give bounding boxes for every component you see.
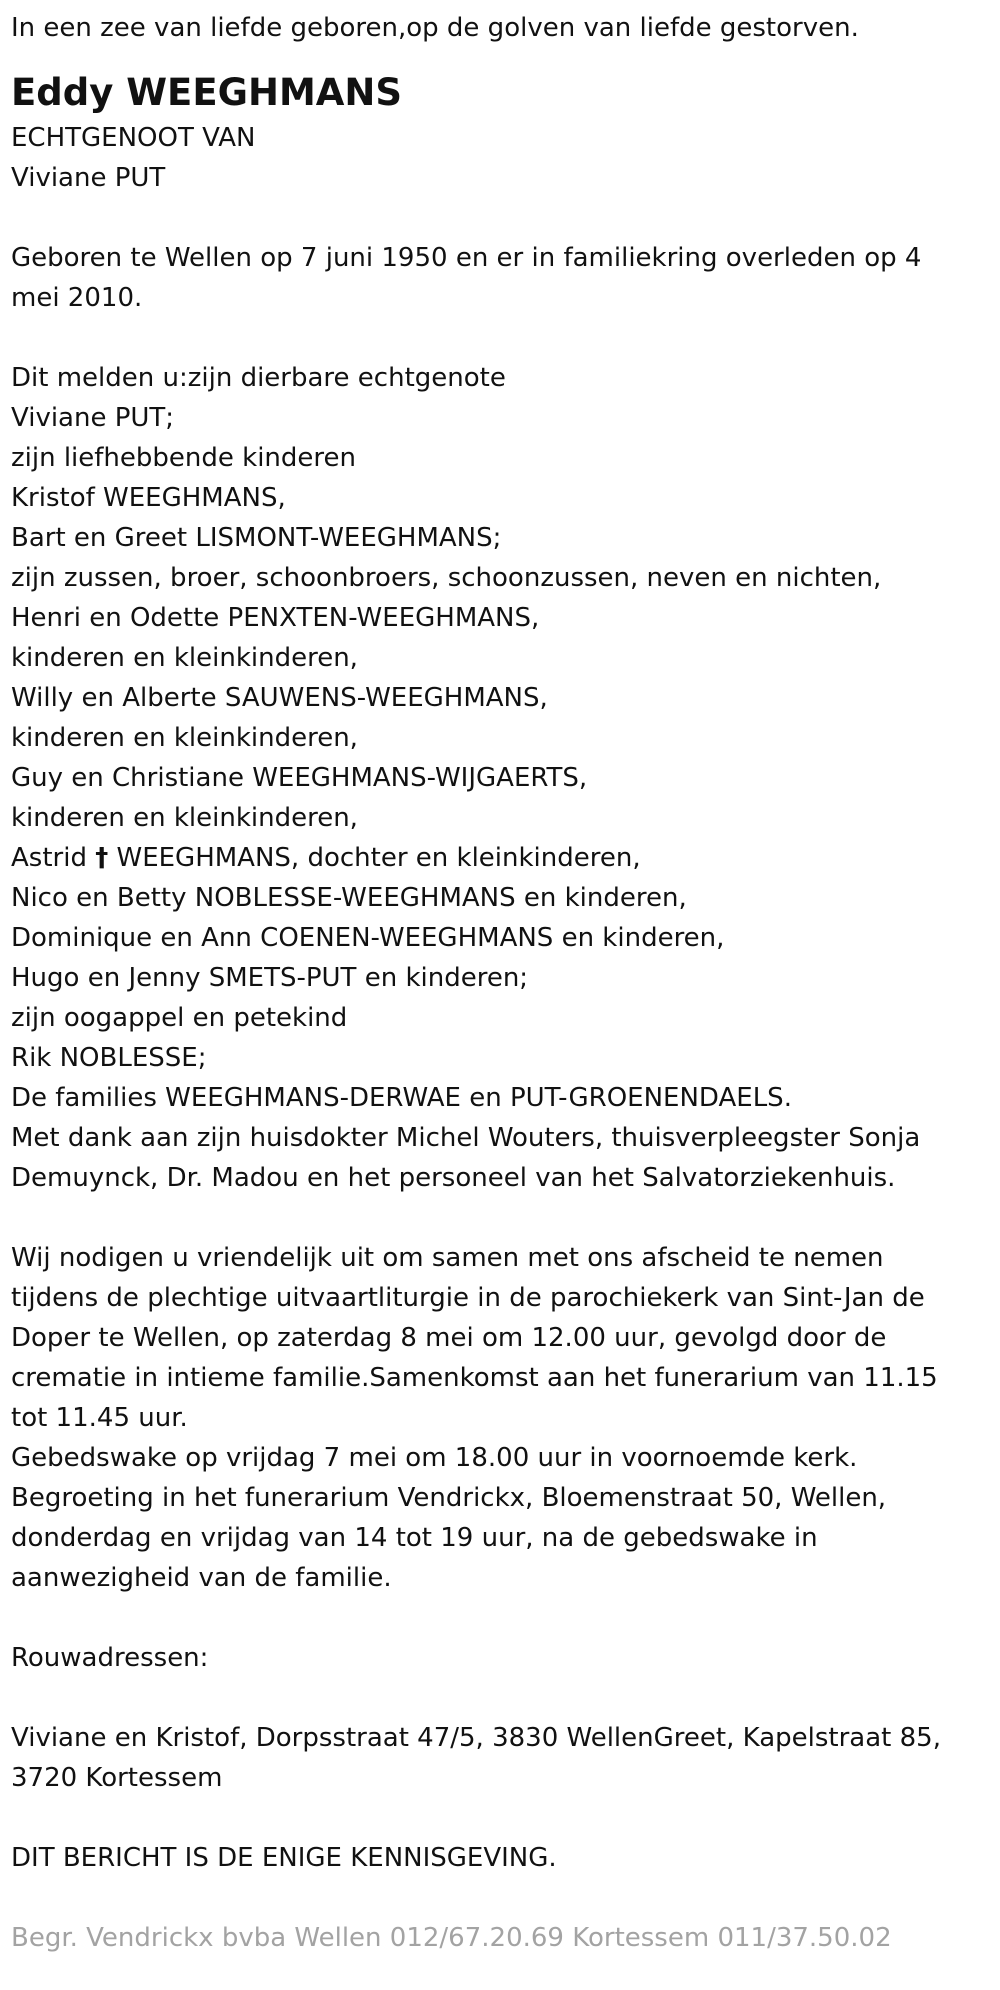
family-line-astrid bbox=[11, 838, 1000, 878]
birth-death-text: Geboren te Wellen op 7 juni 1950 en er in familiekring overleden op 4 mei 2010. bbox=[11, 243, 922, 313]
spacer bbox=[11, 318, 1000, 358]
family-line: Kristof WEEGHMANS, bbox=[11, 483, 286, 513]
spacer bbox=[11, 1798, 1000, 1838]
family-line: Nico en Betty NOBLESSE-WEEGHMANS en kinderen, bbox=[11, 883, 687, 913]
astrid-name: Astrid bbox=[11, 843, 87, 873]
greeting-text: Begroeting in het funerarium Vendrickx, Bloemenstraat 50, Wellen, donderdag en vrijdag van 14 tot 19 uur, na de gebedswake in aanwezigheid van de familie. bbox=[11, 1483, 887, 1593]
family-list bbox=[11, 358, 1000, 1118]
deceased-name: Eddy WEEGHMANS bbox=[11, 71, 403, 114]
spacer bbox=[11, 1198, 1000, 1238]
family-line: kinderen en kleinkinderen, bbox=[11, 803, 358, 833]
wake-text: Gebedswake op vrijdag 7 mei om 18.00 uur in voornoemde kerk. bbox=[11, 1443, 858, 1473]
addresses-label: Rouwadressen: bbox=[11, 1643, 209, 1673]
family-line: kinderen en kleinkinderen, bbox=[11, 643, 358, 673]
footer-text: Begr. Vendrickx bvba Wellen 012/67.20.69 Kortessem 011/37.50.02 bbox=[11, 1923, 892, 1953]
cross-icon: † bbox=[95, 843, 109, 873]
spouse-name: Viviane PUT bbox=[11, 163, 166, 193]
astrid-rest: WEEGHMANS, dochter en kleinkinderen, bbox=[116, 843, 641, 873]
family-line: zijn zussen, broer, schoonbroers, schoonzussen, neven en nichten, bbox=[11, 563, 882, 593]
spacer bbox=[11, 198, 1000, 238]
addresses-text: Viviane en Kristof, Dorpsstraat 47/5, 3830 WellenGreet, Kapelstraat 85, 3720 Kortessem bbox=[11, 1723, 941, 1793]
family-line: Viviane PUT; bbox=[11, 403, 175, 433]
family-line: zijn oogappel en petekind bbox=[11, 1003, 348, 1033]
motto: In een zee van liefde geboren,op de golven van liefde gestorven. bbox=[11, 13, 859, 43]
family-line: kinderen en kleinkinderen, bbox=[11, 723, 358, 753]
family-line: De families WEEGHMANS-DERWAE en PUT-GROENENDAELS. bbox=[11, 1083, 792, 1113]
spacer bbox=[11, 1598, 1000, 1638]
spacer bbox=[11, 1678, 1000, 1718]
family-line: Guy en Christiane WEEGHMANS-WIJGAERTS, bbox=[11, 763, 588, 793]
family-line: Dit melden u:zijn dierbare echtgenote bbox=[11, 363, 506, 393]
family-line: Willy en Alberte SAUWENS-WEEGHMANS, bbox=[11, 683, 548, 713]
spacer bbox=[11, 1878, 1000, 1918]
family-line: Hugo en Jenny SMETS-PUT en kinderen; bbox=[11, 963, 529, 993]
notice-text: DIT BERICHT IS DE ENIGE KENNISGEVING. bbox=[11, 1843, 557, 1873]
invitation-text: Wij nodigen u vriendelijk uit om samen met ons afscheid te nemen tijdens de plechtige uitvaartliturgie in de parochiekerk van Sint-Jan de Doper te Wellen, op zaterdag 8 mei om 12.00 uur, gevolgd door de crematie in intieme familie.Samenkomst aan het funerarium van 11.15 tot 11.45 uur. bbox=[11, 1243, 938, 1433]
family-line: Henri en Odette PENXTEN-WEEGHMANS, bbox=[11, 603, 540, 633]
family-line: Bart en Greet LISMONT-WEEGHMANS; bbox=[11, 523, 502, 553]
thanks-text: Met dank aan zijn huisdokter Michel Wouters, thuisverpleegster Sonja Demuynck, Dr. Madou en het personeel van het Salvatorziekenhuis. bbox=[11, 1123, 921, 1193]
family-line: zijn liefhebbende kinderen bbox=[11, 443, 357, 473]
family-line: Dominique en Ann COENEN-WEEGHMANS en kinderen, bbox=[11, 923, 725, 953]
relation-label: ECHTGENOOT VAN bbox=[11, 123, 256, 153]
family-line: Rik NOBLESSE; bbox=[11, 1043, 207, 1073]
